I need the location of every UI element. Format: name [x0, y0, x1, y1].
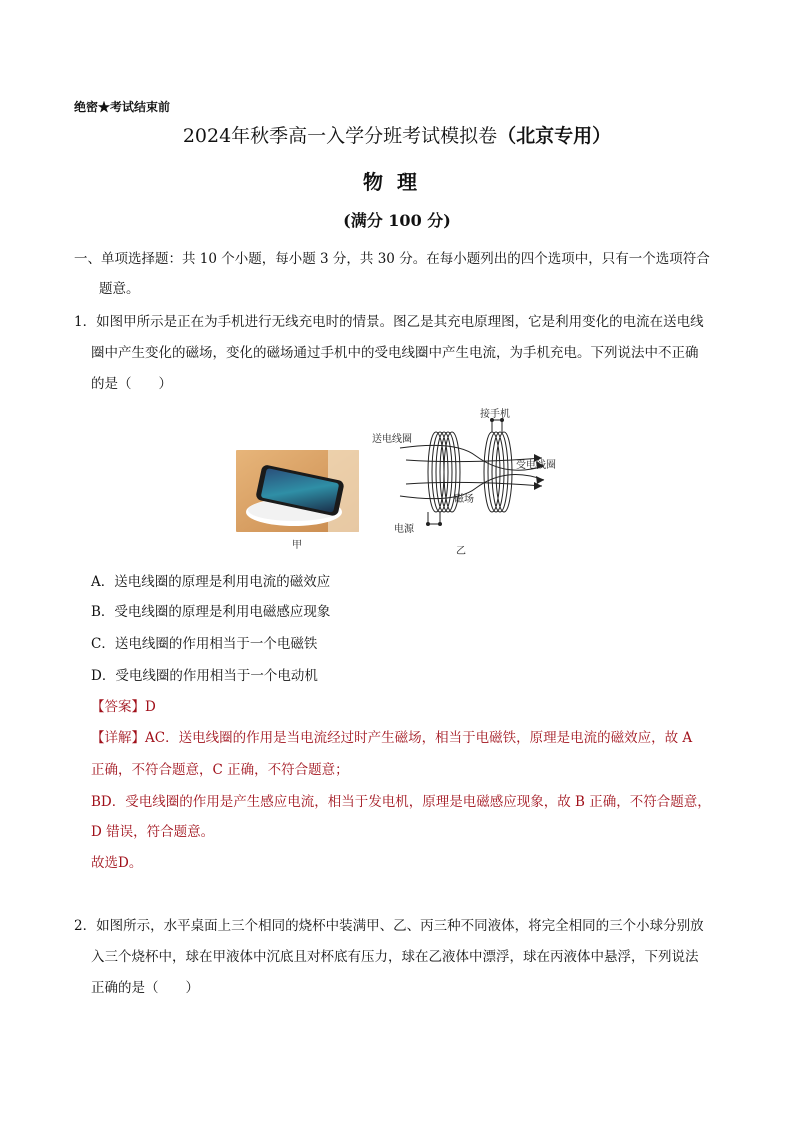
q1-detail-line4: D 错误，符合题意。: [91, 824, 215, 840]
q1-detail-line2: 正确，不符合题意，C 正确，不符合题意；: [91, 762, 349, 778]
section-heading-line2: 题意。: [99, 281, 140, 297]
detail-tag: 【详解】: [91, 730, 145, 746]
label-receiving-coil: 受电线圈: [516, 460, 556, 471]
q1-figure: [236, 400, 566, 560]
q1-stem-line2: 圈中产生变化的磁场，变化的磁场通过手机中的受电线圈中产生电流，为手机充电。下列说法中不正确: [91, 345, 699, 361]
q1-option-b: B．受电线圈的原理是利用电磁感应现象: [91, 604, 331, 620]
figure-caption-b: 乙: [456, 546, 466, 557]
wireless-charging-photo: [236, 450, 359, 532]
q1-detail-line3: BD．受电线圈的作用是产生感应电流，相当于发电机，原理是电磁感应现象，故 B 正确，不符合题意，: [91, 794, 711, 810]
q1-stem-line1: 1．如图甲所示是正在为手机进行无线充电时的情景。图乙是其充电原理图，它是利用变化的电流在送电线: [74, 314, 704, 330]
q1-conclusion: 故选D。: [91, 855, 143, 871]
q2-stem-line1: 2．如图所示，水平桌面上三个相同的烧杯中装满甲、乙、丙三种不同液体，将完全相同的三个小球分别放: [74, 918, 704, 934]
confidential-label: 绝密★考试结束前: [74, 100, 171, 114]
q1-option-d: D．受电线圈的作用相当于一个电动机: [91, 668, 318, 684]
exam-title-main: 2024年秋季高一入学分班考试模拟卷: [182, 125, 498, 147]
label-sending-coil: 送电线圈: [372, 434, 412, 445]
full-score-note: (满分 100 分): [343, 211, 451, 230]
subject-heading: 物理: [363, 170, 431, 194]
detail-text-1: AC．送电线圈的作用是当电流经过时产生磁场，相当于电磁铁，原理是电流的磁效应，故 A: [145, 730, 693, 746]
q2-stem-line2: 入三个烧杯中，球在甲液体中沉底且对杯底有压力，球在乙液体中漂浮，球在丙液体中悬浮，下列说法: [91, 949, 699, 965]
q2-stem-line3: 正确的是（ ）: [91, 980, 199, 996]
label-power-source: 电源: [394, 524, 414, 535]
answer-tag: 【答案】: [91, 699, 145, 715]
exam-title-region: （北京专用）: [497, 125, 612, 147]
q1-option-c: C．送电线圈的作用相当于一个电磁铁: [91, 636, 318, 652]
q1-answer: [91, 695, 156, 715]
phone-on-charger-image: [236, 450, 359, 532]
figure-caption-a: 甲: [292, 540, 302, 551]
q1-option-a: A．送电线圈的原理是利用电流的磁效应: [91, 574, 331, 590]
label-connect-phone: 接手机: [480, 409, 510, 420]
section-heading-line1: 一、单项选择题：共 10 个小题，每小题 3 分，共 30 分。在每小题列出的四个选项中，只有一个选项符合: [74, 251, 710, 267]
exam-title: [0, 121, 794, 148]
q1-stem-line3: 的是（ ）: [91, 376, 172, 392]
q1-detail-line1: [91, 726, 692, 746]
label-magnetic-field: 磁场: [454, 494, 474, 505]
answer-value: D: [145, 699, 156, 715]
